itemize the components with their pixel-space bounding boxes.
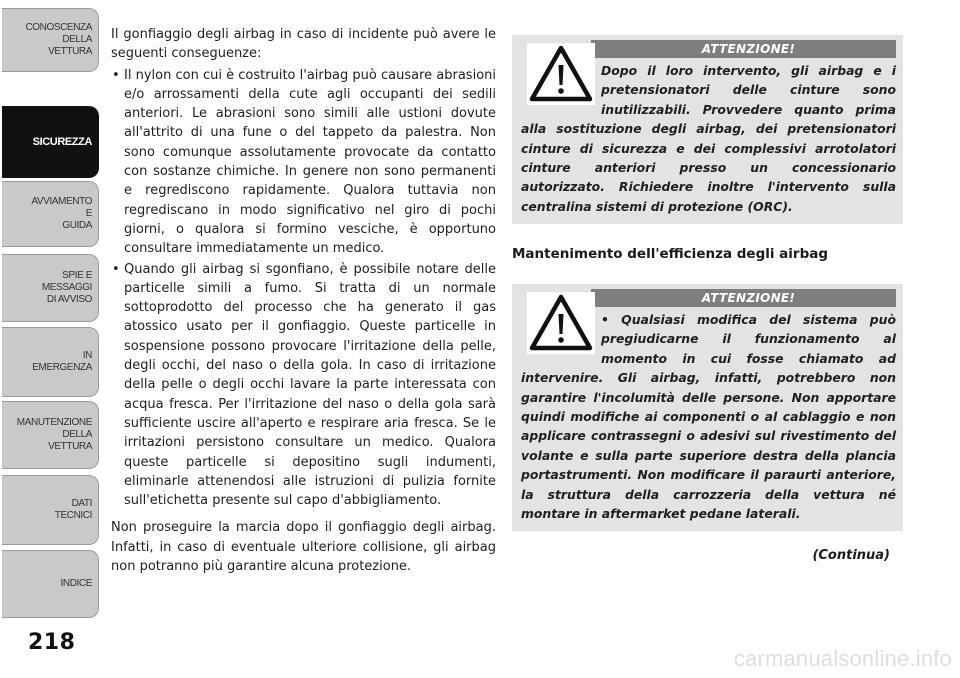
tab-label: SICUREZZA bbox=[32, 136, 92, 148]
watermark: carmanualsonline.info bbox=[733, 646, 952, 671]
tab-label: MANUTENZIONE DELLA VETTURA bbox=[16, 417, 92, 452]
tab-label: AVVIAMENTO E GUIDA bbox=[31, 196, 92, 231]
continued-label: (Continua) bbox=[812, 548, 890, 563]
warning-box bbox=[512, 284, 903, 531]
tab-indice[interactable] bbox=[2, 550, 99, 618]
section-heading: Mantenimento dell'efficienza degli airbag bbox=[512, 246, 829, 262]
list-item: • Il nylon con cui è costruito l'airbag può causare abrasioni e/o arrossamenti della cute agli occupanti dei sedili anteriori. Le abrasioni sono simili alle ustioni dovute all'attrito di una fune o del tappeto da palestra. Non sono comunque assolutamente provocate da contatto con sostanze chimiche. In genere non sono permanenti e regrediscono rapidamente. Qualora tuttavia non regrediscano in modo significativo nel giro di pochi giorni, o qualora si formino vesciche, è opportuno consultare immediatamente un medico. bbox=[111, 66, 496, 259]
tab-in-emergenza[interactable] bbox=[2, 327, 99, 397]
warning-header: ATTENZIONE! bbox=[591, 289, 896, 307]
tab-avviamento-guida[interactable] bbox=[2, 181, 99, 247]
consequence-list bbox=[111, 66, 496, 511]
tab-conoscenza-vettura[interactable] bbox=[2, 8, 99, 72]
page-number: 218 bbox=[28, 630, 76, 655]
warning-header: ATTENZIONE! bbox=[591, 40, 896, 58]
list-item: • Quando gli airbag si sgonfiano, è possibile notare delle particelle simili a fumo. Si tratta di un normale sottoprodotto del processo che ha generato il gas atossico usato per il gonfiaggio. Queste particelle in sospensione possono provocare l'irritazione della pelle, degli occhi, del naso o della gola. In caso di irritazione della pelle o degli occhi lavare la parte interessata con acqua fresca. Per l'irritazione del naso o della gola sarà sufficiente uscire all'aperto e respirare aria fresca. Se le irritazioni persistono consultare un medico. Qualora queste particelle si depositino sugli indumenti, eliminarle attenendosi alle istruzioni di pulizia fornite sull'etichetta presente sul capo d'abbigliamento. bbox=[111, 260, 496, 511]
tab-label: CONOSCENZA DELLA VETTURA bbox=[25, 22, 92, 57]
warning-text: • Qualsiasi modifica del sistema può pregiudicarne il funzionamento al momento in cui fosse chiamato ad intervenire. Gli airbag, infatti, potrebbero non garantire l'incolumità delle persone. Non apportare quindi modifiche ai componenti o al cablaggio e non applicare contrassegni o adesivi sul rivestimento del volante e sulla parte superiore destra della plancia portastrumenti. Non modificare il paraurti anteriore, la struttura della carrozzeria della vettura né montare in aftermarket pedane laterali. bbox=[521, 312, 896, 522]
warning-triangle-icon bbox=[527, 292, 595, 354]
tab-label: SPIE E MESSAGGI DI AVVISO bbox=[41, 270, 92, 305]
tab-label: INDICE bbox=[60, 578, 92, 589]
intro-paragraph: Il gonfiaggio degli airbag in caso di incidente può avere le seguenti conseguenze: bbox=[111, 27, 496, 62]
tab-label: DATI TECNICI bbox=[54, 498, 92, 521]
warning-box bbox=[512, 35, 903, 224]
tab-spie-messaggi[interactable] bbox=[2, 254, 99, 322]
tab-sicurezza[interactable] bbox=[2, 106, 99, 178]
tab-manutenzione[interactable] bbox=[2, 401, 99, 469]
warning-text: Dopo il loro intervento, gli airbag e i pretensionatori delle cinture sono inutilizzabili. Provvedere quanto prima alla sostituzione degli airbag, dei pretensionatori cinture di sicurezza e dei complessivi arrotolatori cinture anteriori presso un concessionario autorizzato. Richiedere inoltre l'intervento sulla centralina sistemi di protezione (ORC). bbox=[521, 63, 896, 214]
warning-triangle-icon bbox=[527, 43, 595, 105]
closing-paragraph: Non proseguire la marcia dopo il gonfiaggio degli airbag. Infatti, in caso di eventuale ulteriore collisione, gli airbag non potranno più garantire alcuna protezione. bbox=[111, 520, 496, 575]
left-column bbox=[111, 25, 496, 576]
tab-dati-tecnici[interactable] bbox=[2, 475, 99, 545]
tab-label: IN EMERGENZA bbox=[32, 350, 92, 373]
